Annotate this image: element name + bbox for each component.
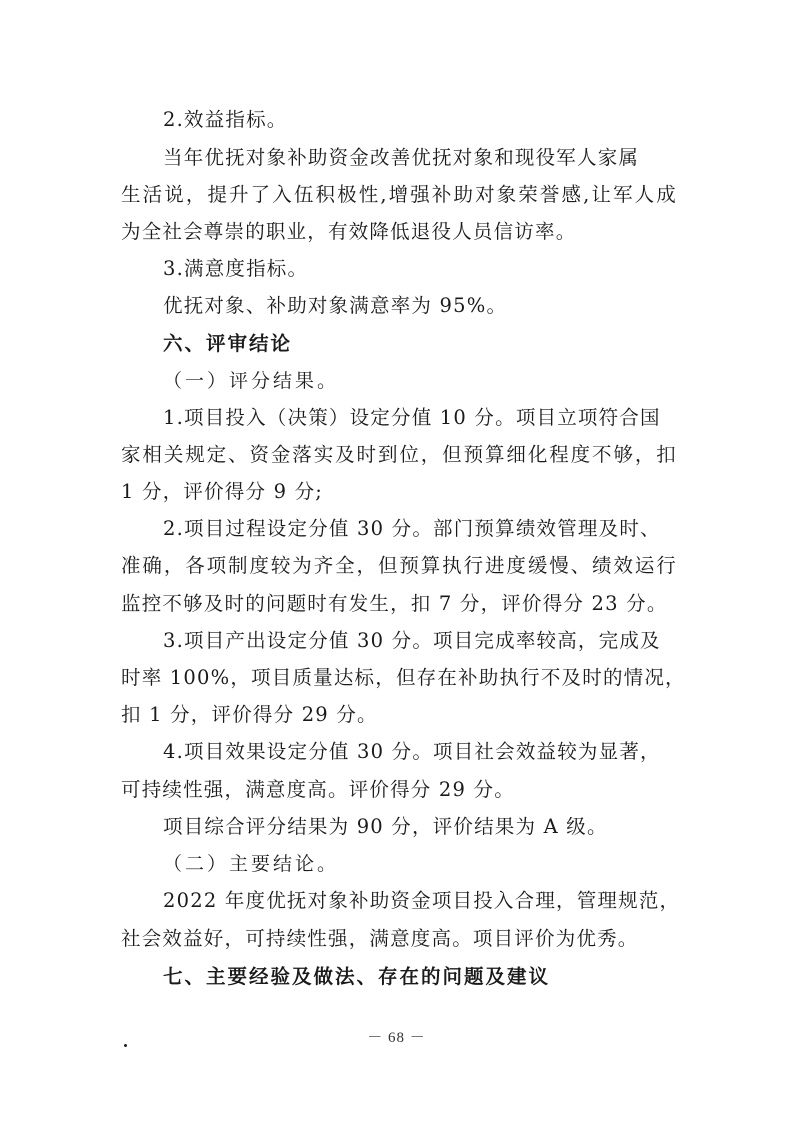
section-6-title: 六、评审结论 (163, 332, 293, 355)
section-7-title: 七、主要经验及做法、存在的问题及建议 (163, 965, 551, 988)
satisfaction-text: 优抚对象、补助对象满意率为 95%。 (163, 294, 508, 317)
page-number: － 68 － (367, 1030, 426, 1046)
conclusion-line-2: 社会效益好，可持续性强，满意度高。项目评价为优秀。 (121, 927, 639, 950)
item3-line-2: 时率 100%，项目质量达标，但存在补助执行不及时的情况， (121, 666, 686, 689)
item4-line-2: 可持续性强，满意度高。评价得分 29 分。 (121, 778, 515, 801)
item3-line-1: 3.项目产出设定分值 30 分。项目完成率较高，完成及 (163, 629, 661, 652)
stray-dot-mark (124, 1044, 127, 1047)
benefit-text-line-3: 为全社会尊崇的职业，有效降低退役人员信访率。 (121, 220, 577, 243)
benefit-text-line-1: 当年优抚对象补助资金改善优抚对象和现役军人家属 (163, 146, 640, 169)
scoring-results-subtitle: （一）评分结果。 (163, 370, 340, 392)
satisfaction-indicator-heading: 3.满意度指标。 (163, 257, 309, 280)
item2-line-2: 准确，各项制度较为齐全，但预算执行进度缓慢、绩效运行 (121, 554, 677, 577)
conclusion-line-1: 2022 年度优抚对象补助资金项目投入合理，管理规范， (163, 889, 681, 912)
overall-score-summary: 项目综合评分结果为 90 分，评价结果为 A 级。 (163, 815, 608, 838)
main-conclusion-subtitle: （二）主要结论。 (163, 853, 340, 875)
item1-line-2: 家相关规定、资金落实及时到位，但预算细化程度不够，扣 (121, 443, 677, 466)
item3-line-3: 扣 1 分，评价得分 29 分。 (121, 703, 378, 726)
item1-line-3: 1 分，评价得分 9 分; (121, 480, 324, 503)
benefit-indicator-heading: 2.效益指标。 (163, 108, 288, 131)
benefit-text-line-2: 生活说，提升了入伍积极性,增强补助对象荣誉感,让军人成 (121, 183, 677, 206)
item4-line-1: 4.项目效果设定分值 30 分。项目社会效益较为显著， (163, 740, 661, 763)
item1-line-1: 1.项目投入（决策）设定分值 10 分。项目立项符合国 (163, 406, 661, 429)
item2-line-3: 监控不够及时的问题时有发生，扣 7 分，评价得分 23 分。 (121, 592, 668, 615)
item2-line-1: 2.项目过程设定分值 30 分。部门预算绩效管理及时、 (163, 517, 661, 540)
